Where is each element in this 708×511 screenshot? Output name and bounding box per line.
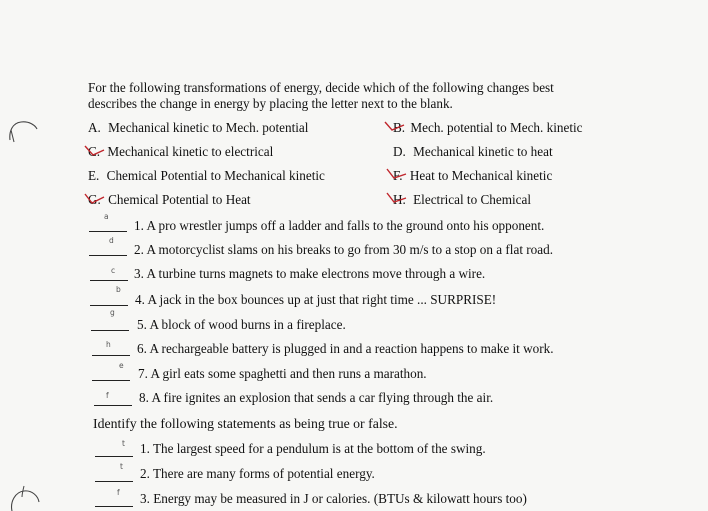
instructions-line-1: For the following transformations of energy, decide which of the following changes best [88,80,554,95]
option-text: Electrical to Chemical [413,192,532,207]
answer-blank[interactable] [90,305,128,306]
red-check-icon [384,119,406,133]
option-letter: B. [393,120,406,135]
option-letter: A. [88,120,101,135]
answer-blank[interactable] [95,456,133,457]
tf-question-text: 1. The largest speed for a pendulum is at the bottom of the swing. [140,441,486,456]
red-check-icon [84,191,106,205]
question-text: 7. A girl eats some spaghetti and then runs a marathon. [138,366,427,381]
option-text: Heat to Mechanical kinetic [409,168,553,183]
answer-blank[interactable] [89,255,127,256]
answer-blank[interactable] [92,355,130,356]
margin-scribble-icon [6,118,40,144]
answer-letter: a [104,212,109,221]
answer-letter: t [120,462,123,471]
answer-letter: f [117,488,120,497]
option-h [393,192,531,208]
answer-blank[interactable] [90,280,128,281]
question-text: 2. A motorcyclist slams on his breaks to go from 30 m/s to a stop on a flat road. [134,242,554,257]
answer-blank[interactable] [91,330,129,331]
option-text: Mechanical kinetic to Mech. potential [108,120,309,135]
answer-blank[interactable] [92,380,130,381]
option-text: Chemical Potential to Mechanical kinetic [106,168,325,183]
option-text: Mechanical kinetic to heat [413,144,553,159]
answer-blank[interactable] [94,405,132,406]
answer-letter: g [110,308,115,317]
red-check-icon [386,191,408,205]
option-e [88,168,325,184]
option-text: Mech. potential to Mech. kinetic [410,120,583,135]
answer-letter: c [111,266,116,275]
answer-letter: e [119,361,124,370]
answer-letter: d [109,236,114,245]
answer-blank[interactable] [95,481,133,482]
tf-heading: Identify the following statements as being true or false. [93,416,398,431]
option-f [393,168,552,184]
option-c [88,144,273,160]
option-text: Mechanical kinetic to electrical [107,144,274,159]
red-check-icon [386,167,408,181]
option-d [393,144,553,160]
option-letter: G. [88,192,101,207]
option-letter: C. [88,144,101,159]
question-text: 6. A rechargeable battery is plugged in and a reaction happens to make it work. [137,341,554,356]
question-text: 1. A pro wrestler jumps off a ladder and falls to the ground onto his opponent. [134,218,545,233]
red-check-icon [84,143,106,157]
question-text: 3. A turbine turns magnets to make electrons move through a wire. [134,266,486,281]
option-letter: D. [393,144,406,159]
question-text: 8. A fire ignites an explosion that sends a car flying through the air. [139,390,494,405]
answer-letter: b [116,285,121,294]
tf-question-text: 2. There are many forms of potential energy. [140,466,375,481]
option-text: Chemical Potential to Heat [108,192,251,207]
question-text: 4. A jack in the box bounces up at just that right time ... SURPRISE! [135,292,497,307]
answer-blank[interactable] [89,231,127,232]
option-letter: E. [88,168,100,183]
answer-letter: t [122,439,125,448]
option-letter: H. [393,192,406,207]
answer-letter: h [106,340,111,349]
margin-scribble-icon [6,484,42,511]
instructions-line-2: describes the change in energy by placing the letter next to the blank. [88,96,453,111]
tf-question-text: 3. Energy may be measured in J or calories. (BTUs & kilowatt hours too) [140,491,527,506]
option-g [88,192,251,208]
answer-letter: f [106,391,109,400]
question-text: 5. A block of wood burns in a fireplace. [137,317,346,332]
option-a [88,120,308,136]
option-letter: F. [393,168,403,183]
option-b [393,120,583,136]
answer-blank[interactable] [95,506,133,507]
